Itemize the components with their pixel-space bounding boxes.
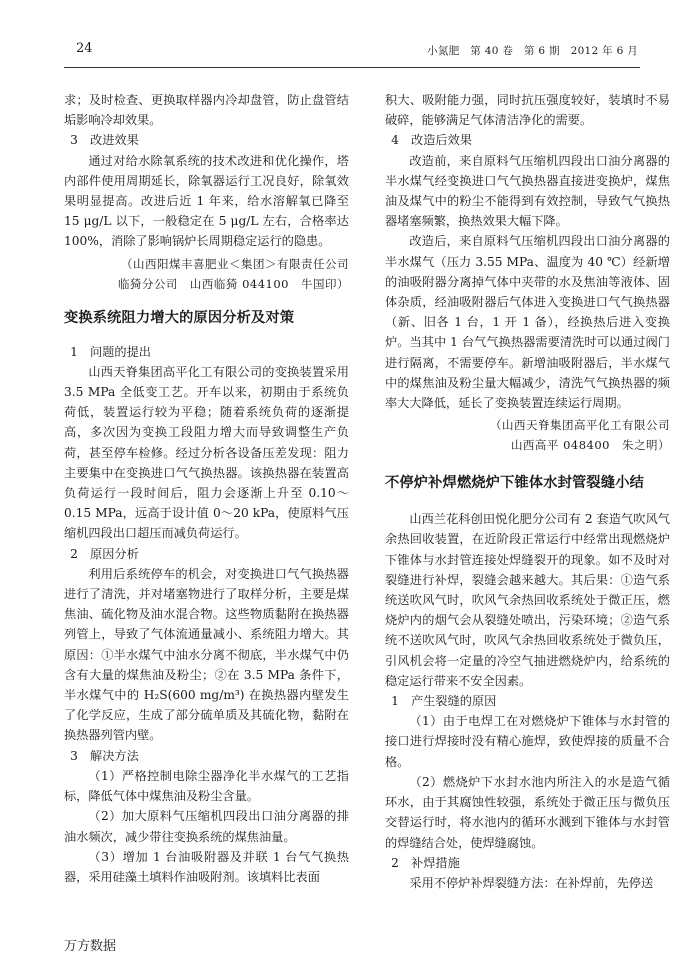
section-heading: 3 改进效果 bbox=[70, 133, 139, 148]
section-heading: 4 改造后效果 bbox=[391, 133, 472, 148]
continued-paragraph: 求；及时检查、更换取样器内冷却盘管，防止盘管结垢影响冷却效果。 bbox=[64, 93, 349, 128]
paragraph: （2）加大原料气压缩机四段出口油分离器的排油水频次，减少带往变换系统的煤焦油量。 bbox=[64, 809, 349, 844]
article-title: 变换系统阻力增大的原因分析及对策 bbox=[64, 309, 295, 326]
paragraph: 改造后，来自原料气压缩机四段出口油分离器的半水煤气（压力 3.55 MPa、温度为 40 ℃）经新增的油吸附器分离掉气体中夹带的水及焦油等液体、固体杂质，经油吸附器后气体进入变换进口气气换热器（新、旧各 1 台，1 开 1 备），经换热后进入变换炉。当其中 1 台气气换热器需要清洗时可以通过阀门进行隔离，不需要停车。新增油吸附器后，半水煤气中的煤焦油及粉尘量大幅减少，清洗气气换热器的频率大大降低，延长了变换装置连续运行周期。 bbox=[385, 234, 670, 411]
author-affiliation bbox=[64, 254, 349, 294]
journal-header: 小氮肥 第 40 卷 第 6 期 2012 年 6 月 bbox=[427, 45, 638, 57]
affiliation-line: （山西天脊集团高平化工有限公司 bbox=[490, 418, 670, 433]
paragraph: （3）增加 1 台油吸附器及并联 1 台气气换热器，采用硅藻土填料作油吸附剂。该填料比表面 bbox=[64, 849, 349, 884]
author-affiliation bbox=[385, 415, 670, 455]
paragraph: 山西兰花科创田悦化肥分公司有 2 套造气吹风气余热回收装置，在近阶段正常运行中经常出现燃烧炉下锥体与水封管连接处焊缝裂开的现象。如不及时对裂缝进行补焊，裂缝会越来越大。其后果：①造气系统送吹风气时，吹风气余热回收系统处于微正压，燃烧炉内的烟气会从裂缝处喷出，污染环境；②造气系统不送吹风气时，吹风气余热回收系统处于微负压，引风机会将一定量的冷空气抽进燃烧炉内，给系统的稳定运行带来不安全因素。 bbox=[385, 512, 670, 688]
footer-watermark: 万方数据 bbox=[64, 939, 117, 954]
paragraph: 利用后系统停车的机会，对变换进口气气换热器进行了清洗，并对堵塞物进行了取样分析，主要是煤焦油、硫化物及油水混合物。这些物质黏附在换热器列管上，导致了气体流通量减小、系统阻力增大。其原因：①半水煤气中油水分离不彻底，半水煤气中仍含有大量的煤焦油及粉尘；②在 3.5 MPa 条件下，半水煤气中的 H₂S(600 mg/m³) 在换热器内壁发生了化学反应，生成了部分硫单质及其硫化物，黏附在换热器列管内壁。 bbox=[64, 566, 349, 743]
article-title: 不停炉补焊燃烧炉下锥体水封管裂缝小结 bbox=[385, 475, 644, 492]
section-heading: 3 解决方法 bbox=[70, 748, 139, 763]
affiliation-line: 山西高平 048400 朱之明） bbox=[510, 438, 670, 453]
paragraph: 采用不停炉补焊裂缝方法：在补焊前，先停送 bbox=[409, 875, 654, 890]
section-heading: 2 原因分析 bbox=[70, 546, 139, 561]
left-column bbox=[64, 90, 349, 887]
paragraph: （1）由于电焊工在对燃烧炉下锥体与水封管的接口进行焊接时没有精心施焊，致使焊接的质量不合格。 bbox=[385, 714, 670, 769]
continued-paragraph: 积大、吸附能力强，同时抗压强度较好，装填时不易破碎，能够满足气体清洁净化的需要。 bbox=[385, 93, 670, 128]
paragraph: （2）燃烧炉下水封水池内所注入的水是造气循环水，由于其腐蚀性较强，系统处于微正压与微负压交替运行时，将水池内的循环水溅到下锥体与水封管的焊缝结合处，使焊缝腐蚀。 bbox=[385, 774, 670, 850]
paragraph: （1）严格控制电除尘器净化半水煤气的工艺指标，降低气体中煤焦油及粉尘含量。 bbox=[64, 768, 349, 804]
paragraph: 通过对给水除氧系统的技术改进和优化操作，塔内部件使用周期延长，除氧器运行工况良好，除氧效果明显提高。改进后近 1 年来，给水溶解氧已降至 15 μg/L 以下，一般稳定在 5 μg/L 左右，合格率达 100%，消除了影响锅炉长周期稳定运行的隐患。 bbox=[64, 153, 349, 249]
page-number: 24 bbox=[76, 41, 93, 56]
paragraph: 改造前，来自原料气压缩机四段出口油分离器的半水煤气经变换进口气气换热器直接进变换炉，煤焦油及煤气中的粉尘不能得到有效控制，导致气气换热器堵塞频繁，换热效果大幅下降。 bbox=[385, 153, 670, 229]
header-rule bbox=[64, 67, 640, 68]
section-heading: 1 产生裂缝的原因 bbox=[391, 694, 497, 709]
right-column bbox=[385, 90, 670, 893]
paragraph: 山西天脊集团高平化工有限公司的变换装置采用 3.5 MPa 全低变工艺。开车以来，初期由于系统负荷低，装置运行较为平稳；随着系统负荷的逐渐提高，多次因为变换工段阻力增大而导致调整生产负荷，甚至停车检修。经过分析各设备压差发现：阻力主要集中在变换进口气气换热器。该换热器在装置高负荷运行一段时间后，阻力会逐渐上升至 0.10～0.15 MPa，远高于设计值 0～20 kPa，使原料气压缩机四段出口超压而减负荷运行。 bbox=[64, 364, 349, 541]
affiliation-line: 临猗分公司 山西临猗 044100 牛国印） bbox=[117, 276, 349, 291]
section-heading: 1 问题的提出 bbox=[70, 344, 151, 359]
section-heading: 2 补焊措施 bbox=[391, 855, 460, 870]
affiliation-line: （山西阳煤丰喜肥业＜集团＞有限责任公司 bbox=[121, 256, 349, 271]
